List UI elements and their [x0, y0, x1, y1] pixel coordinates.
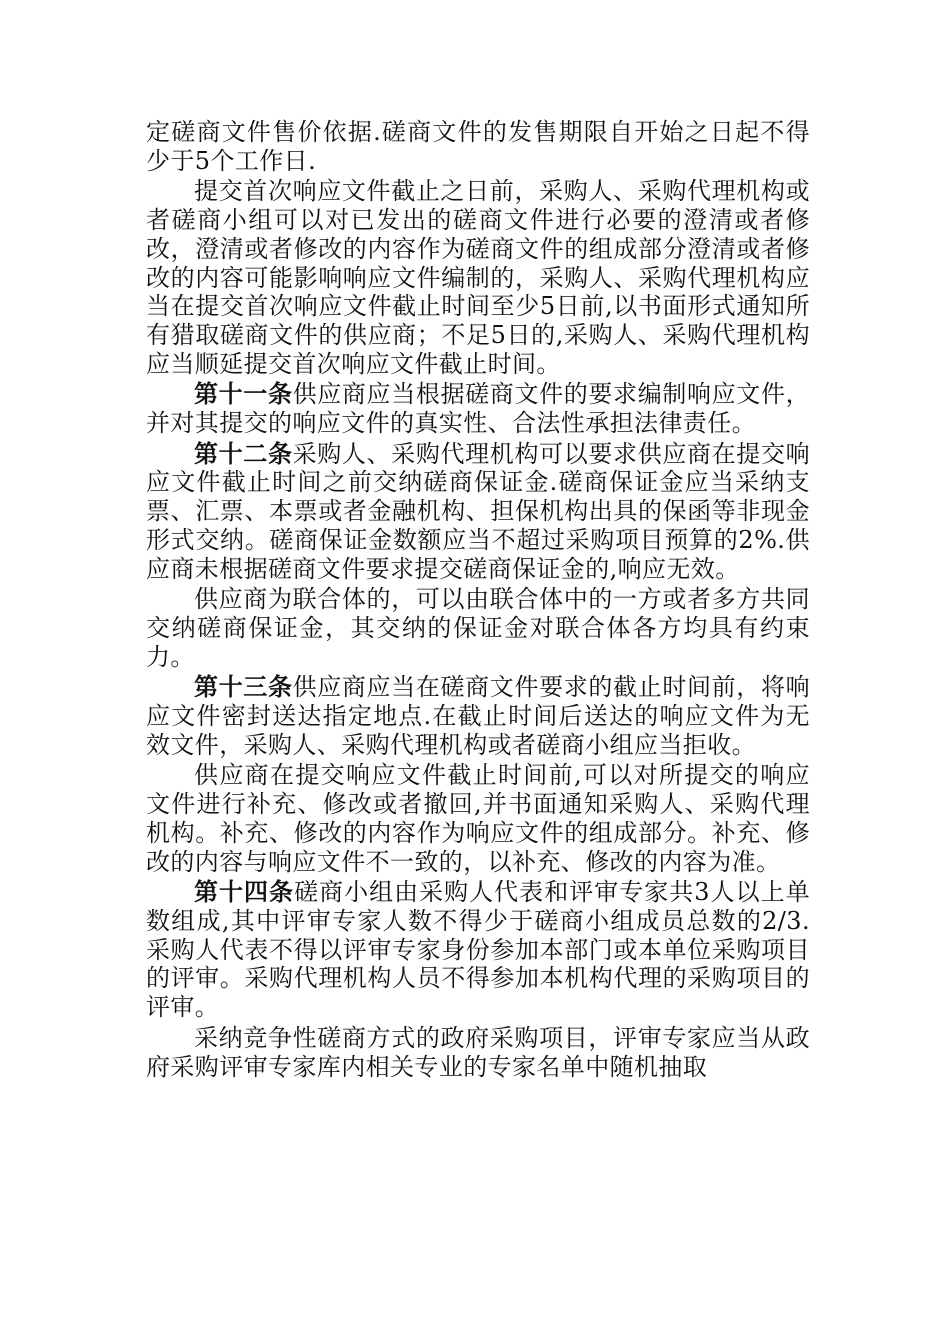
paragraph-text: 供应商应当在磋商文件要求的截止时间前，将响应文件密封送达指定地点.在截止时间后送达的响应文件为无效文件，采购人、采购代理机构或者磋商小组应当拒收。 [146, 673, 810, 759]
paragraph-article-13 [146, 673, 810, 759]
article-label: 第十三条 [194, 672, 293, 702]
paragraph-text: 采纳竞争性磋商方式的政府采购项目，评审专家应当从政府采购评审专家库内相关专业的专家名单中随机抽取 [146, 1023, 810, 1081]
paragraph-text: 供应商应当根据磋商文件的要求编制响应文件，并对其提交的响应文件的真实性、合法性承担法律责任。 [146, 380, 810, 438]
article-label: 第十一条 [194, 379, 293, 409]
document-page [146, 118, 810, 1083]
article-label: 第十四条 [194, 877, 295, 907]
paragraph-text: 采购人、采购代理机构可以要求供应商在提交响应文件截止时间之前交纳磋商保证金.磋商保证金应当采纳支票、汇票、本票或者金融机构、担保机构出具的保函等非现金形式交纳。磋商保证金数额应当不超过采购项目预算的2%.供应商未根据磋商文件要求提交磋商保证金的,响应无效。 [146, 439, 810, 583]
paragraph-2 [146, 177, 810, 378]
paragraph-text: 提交首次响应文件截止之日前，采购人、采购代理机构或者磋商小组可以对已发出的磋商文件进行必要的澄清或者修改，澄清或者修改的内容作为磋商文件的组成部分澄清或者修改的内容可能影响响应文件编制的，采购人、采购代理机构应当在提交首次响应文件截止时间至少5日前,以书面形式通知所有猎取磋商文件的供应商；不足5日的,采购人、采购代理机构应当顺延提交首次响应文件截止时间。 [146, 177, 810, 378]
paragraph-article-11 [146, 380, 810, 437]
paragraph-article-12 [146, 440, 810, 584]
paragraph-5 [146, 585, 810, 671]
paragraph-text: 磋商小组由采购人代表和评审专家共3人以上单数组成,其中评审专家人数不得少于磋商小组成员总数的2/3.采购人代表不得以评审专家身份参加本部门或本单位采购项目的评审。采购代理机构人员不得参加本机构代理的采购项目的评审。 [146, 878, 810, 1022]
paragraph-article-14 [146, 878, 810, 1022]
article-label: 第十二条 [194, 438, 293, 468]
paragraph-text: 供应商在提交响应文件截止时间前,可以对所提交的响应文件进行补充、修改或者撤回,并书面通知采购人、采购代理机构。补充、修改的内容作为响应文件的组成部分。补充、修改的内容与响应文件不一致的，以补充、修改的内容为准。 [146, 761, 810, 876]
paragraph-7 [146, 761, 810, 876]
paragraph-9 [146, 1024, 810, 1081]
paragraph-1 [146, 118, 810, 175]
paragraph-text: 供应商为联合体的，可以由联合体中的一方或者多方共同交纳磋商保证金，其交纳的保证金对联合体各方均具有约束力。 [146, 585, 810, 671]
paragraph-text: 定磋商文件售价依据.磋商文件的发售期限自开始之日起不得少于5个工作日. [146, 118, 810, 175]
